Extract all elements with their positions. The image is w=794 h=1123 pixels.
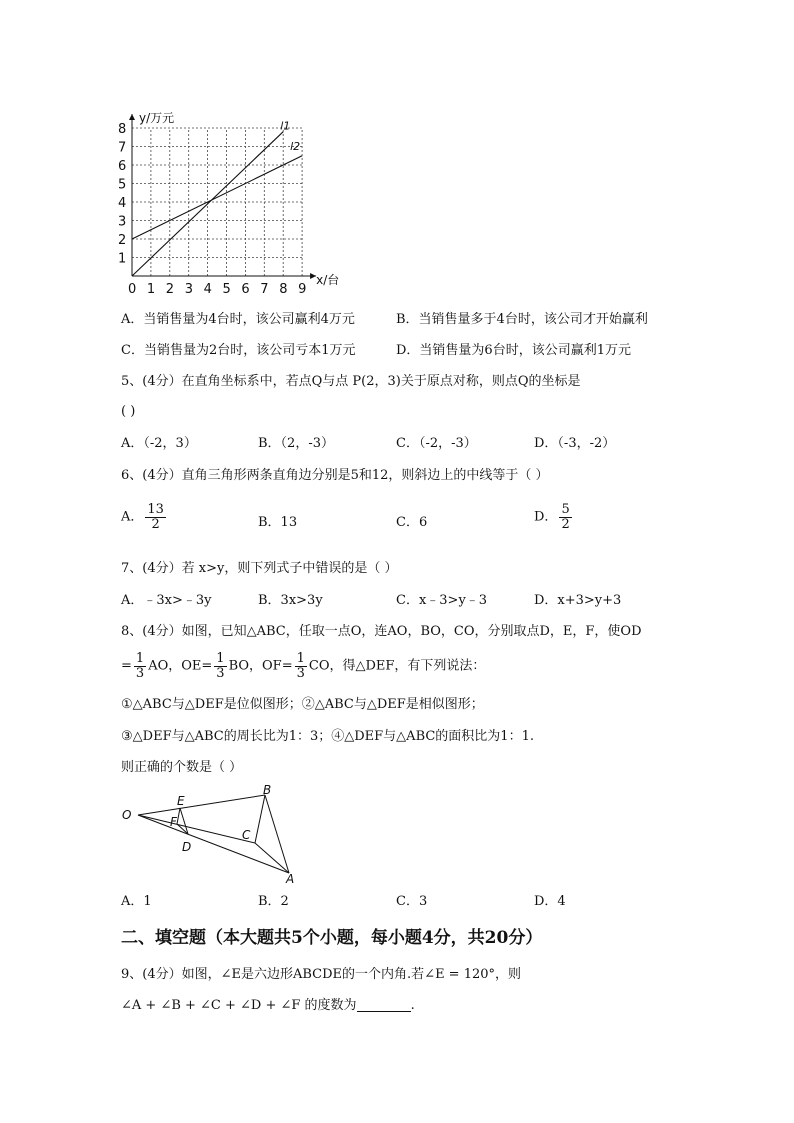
series-label-l2: l2 (290, 139, 301, 153)
fraction-one-third (134, 652, 146, 680)
q6-option-a-label: A． (121, 509, 144, 525)
segment-OA (138, 815, 289, 873)
q6-stem: 6、(4分）直角三角形两条直角边分别是5和12，则斜边上的中线等于（ ） (121, 468, 549, 483)
y-tick-label: 6 (118, 159, 127, 174)
q6-option-b: B．13 (258, 515, 298, 530)
q5-option-d: D．（-3，-2） (534, 436, 616, 451)
numerator: 1 (135, 651, 145, 666)
q9-line2 (121, 999, 415, 1012)
point-label-d: D (182, 840, 192, 854)
q5-paren: ( ) (121, 404, 136, 419)
q7-option-b: B．3x>3y (258, 593, 323, 608)
x-tick-label: 8 (279, 282, 288, 297)
q7-option-c: C．x﹣3>y﹣3 (396, 593, 488, 608)
y-tick-label: 2 (118, 233, 127, 248)
q8-stem: 8、(4分）如图，已知△ABC，任取一点O，连AO，BO，CO，分别取点D，E，F，使OD (121, 624, 642, 639)
q8-statement-1-2: ①△ABC与△DEF是位似图形；②△ABC与△DEF是相似图形； (121, 697, 484, 712)
x-tick-label: 9 (298, 282, 307, 297)
denominator: 3 (296, 665, 305, 681)
q8-statement-3-4: ③△DEF与△ABC的周长比为1：3；④△DEF与△ABC的面积比为1：1. (121, 729, 534, 744)
series-label-l1: l1 (280, 119, 291, 133)
y-axis-label: y/万元 (139, 111, 175, 125)
denominator: 3 (135, 665, 145, 681)
denominator: 2 (151, 516, 160, 532)
section-heading: 二、填空题（本大题共5个小题，每小题4分，共20分） (121, 928, 543, 948)
q4-option-b: B．当销售量多于4台时，该公司才开始赢利 (396, 312, 648, 327)
segment-OC (138, 815, 255, 843)
q9-stem: 9、(4分）如图，∠E是六边形ABCDE的一个内角.若∠E = 120°，则 (121, 967, 522, 982)
q4-option-d: D．当销售量为6台时，该公司赢利1万元 (396, 343, 631, 358)
fraction-one-third (295, 652, 307, 680)
q4-option-a: A．当销售量为4台时，该公司赢利4万元 (121, 312, 355, 327)
point-label-f: F (170, 815, 177, 829)
q8-text-part2: BO，OF= (228, 658, 293, 674)
q6-option-d-label: D． (534, 509, 558, 525)
point-label-o: O (122, 808, 132, 822)
denominator: 3 (216, 665, 225, 681)
answer-blank (357, 999, 411, 1012)
numerator: 1 (216, 651, 225, 666)
x-tick-label: 6 (241, 282, 250, 297)
y-axis-arrow (129, 114, 135, 120)
numerator: 13 (147, 502, 164, 517)
y-tick-label: 3 (118, 214, 127, 230)
q8-triangle-figure (118, 785, 318, 885)
q6-option-a-fraction (145, 503, 166, 531)
q8-text-part3: CO，得△DEF，有下列说法： (308, 658, 486, 674)
denominator: 2 (561, 516, 570, 532)
q5-stem: 5、(4分）在直角坐标系中，若点Q与点 P(2，3)关于原点对称，则点Q的坐标是 (121, 374, 581, 389)
q6-option-a (121, 503, 168, 531)
q8-option-b: B．2 (258, 894, 289, 909)
q6-option-d (534, 503, 574, 531)
q7-option-d: D．x+3>y+3 (534, 593, 622, 608)
q8-option-a: A．1 (121, 894, 152, 909)
x-tick-label: 4 (203, 282, 212, 297)
x-tick-label: 0 (128, 282, 137, 297)
x-tick-label: 1 (146, 282, 156, 297)
q8-option-c: C．3 (396, 894, 428, 909)
x-tick-label: 2 (165, 282, 175, 297)
q5-option-b: B．（2，-3） (258, 436, 334, 451)
x-tick-label: 7 (260, 282, 269, 297)
numerator: 1 (296, 651, 305, 666)
point-label-a: A (286, 872, 295, 885)
q5-option-c: C．（-2，-3） (396, 436, 477, 451)
point-label-c: C (242, 828, 251, 842)
q8-text-part1: AO，OE= (148, 658, 213, 674)
q4-option-c: C．当销售量为2台时，该公司亏本1万元 (121, 343, 356, 358)
segment-OB (138, 795, 265, 815)
q6-option-c: C．6 (396, 515, 428, 530)
x-axis-label: x/台 (316, 273, 340, 287)
q8-conditions (121, 652, 485, 680)
q9-expression: ∠A + ∠B + ∠C + ∠D + ∠F 的度数为 (121, 998, 357, 1013)
q8-question: 则正确的个数是（ ） (121, 760, 243, 775)
segment-AB (265, 795, 289, 873)
x-tick-label: 5 (222, 282, 231, 297)
y-tick-label: 5 (118, 177, 127, 193)
q7-option-a: A．﹣3x>﹣3y (121, 593, 212, 608)
y-tick-label: 1 (118, 251, 127, 267)
line-chart (110, 100, 450, 300)
segment-EF (177, 808, 180, 824)
y-tick-label: 7 (118, 140, 127, 156)
q8-option-d: D．4 (534, 894, 566, 909)
segment-BC (255, 795, 265, 843)
point-label-e: E (177, 794, 185, 808)
fraction-one-third (214, 652, 226, 680)
q7-stem: 7、(4分）若 x>y，则下列式子中错误的是（ ） (121, 561, 398, 576)
y-tick-label: 4 (118, 196, 127, 211)
q6-option-d-fraction (559, 503, 571, 531)
x-tick-label: 3 (184, 282, 193, 297)
y-tick-label: 8 (118, 122, 127, 137)
series-line-l2 (132, 156, 302, 239)
numerator: 5 (561, 502, 570, 517)
q9-period: . (410, 998, 415, 1013)
point-label-b: B (263, 785, 272, 797)
q5-option-a: A．（-2，3） (121, 436, 197, 451)
equals-sign: = (121, 658, 132, 674)
